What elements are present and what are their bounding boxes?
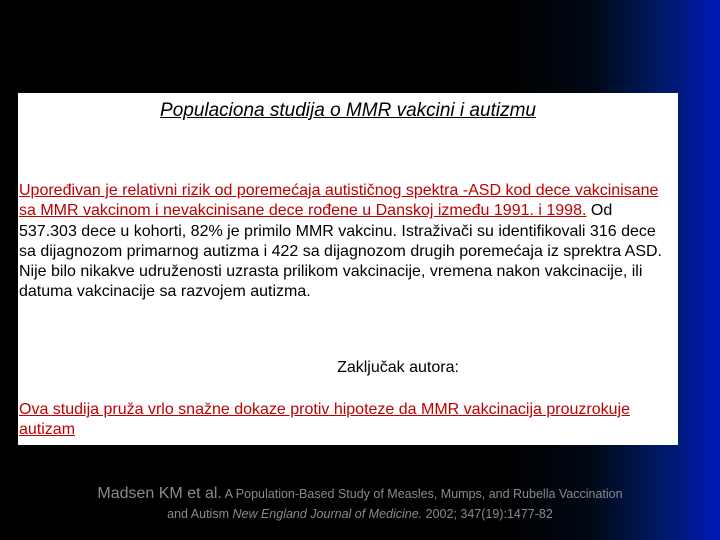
conclusion-text: Ova studija pruža vrlo snažne dokaze protiv hipoteze da MMR vakcinacija prouzrokuje autizam (19, 401, 630, 439)
citation-author: Madsen KM et al. (97, 485, 222, 502)
citation-ref: 2002; 347(19):1477-82 (422, 507, 553, 521)
slide-title: Populaciona studija o MMR vakcini i autizmu (160, 100, 536, 121)
study-description-highlight: Upoređivan je relativni rizik od poremećaja autističnog spektra -ASD kod dece vakcinisane sa MMR vakcinom i nevakcinisane dece rođene u Danskoj između 1991. i 1998. (19, 182, 659, 220)
slide-content-panel (18, 93, 678, 445)
study-description-details: Od 537.303 dece u kohorti, 82% je primilo MMR vakcinu. Istraživači su identifikovali 316 dece sa dijagnozom primarnog autizma i 422 sa dijagnozom drugih poremećaja iz sprektra ASD. Nije bilo nikakve udruženosti uzrasta prilikom vakcinacije, vremena nakon vakcinacije, ili datuma vakcinacije sa razvojem autizma. (19, 202, 662, 301)
conclusion-label: Zaključak autora: (337, 359, 459, 376)
citation-journal: New England Journal of Medicine. (232, 507, 423, 521)
citation (90, 484, 630, 524)
citation-title: A Population-Based Study of Measles, Mumps, and Rubella Vaccination and Autism (167, 487, 623, 521)
study-description (19, 181, 674, 303)
